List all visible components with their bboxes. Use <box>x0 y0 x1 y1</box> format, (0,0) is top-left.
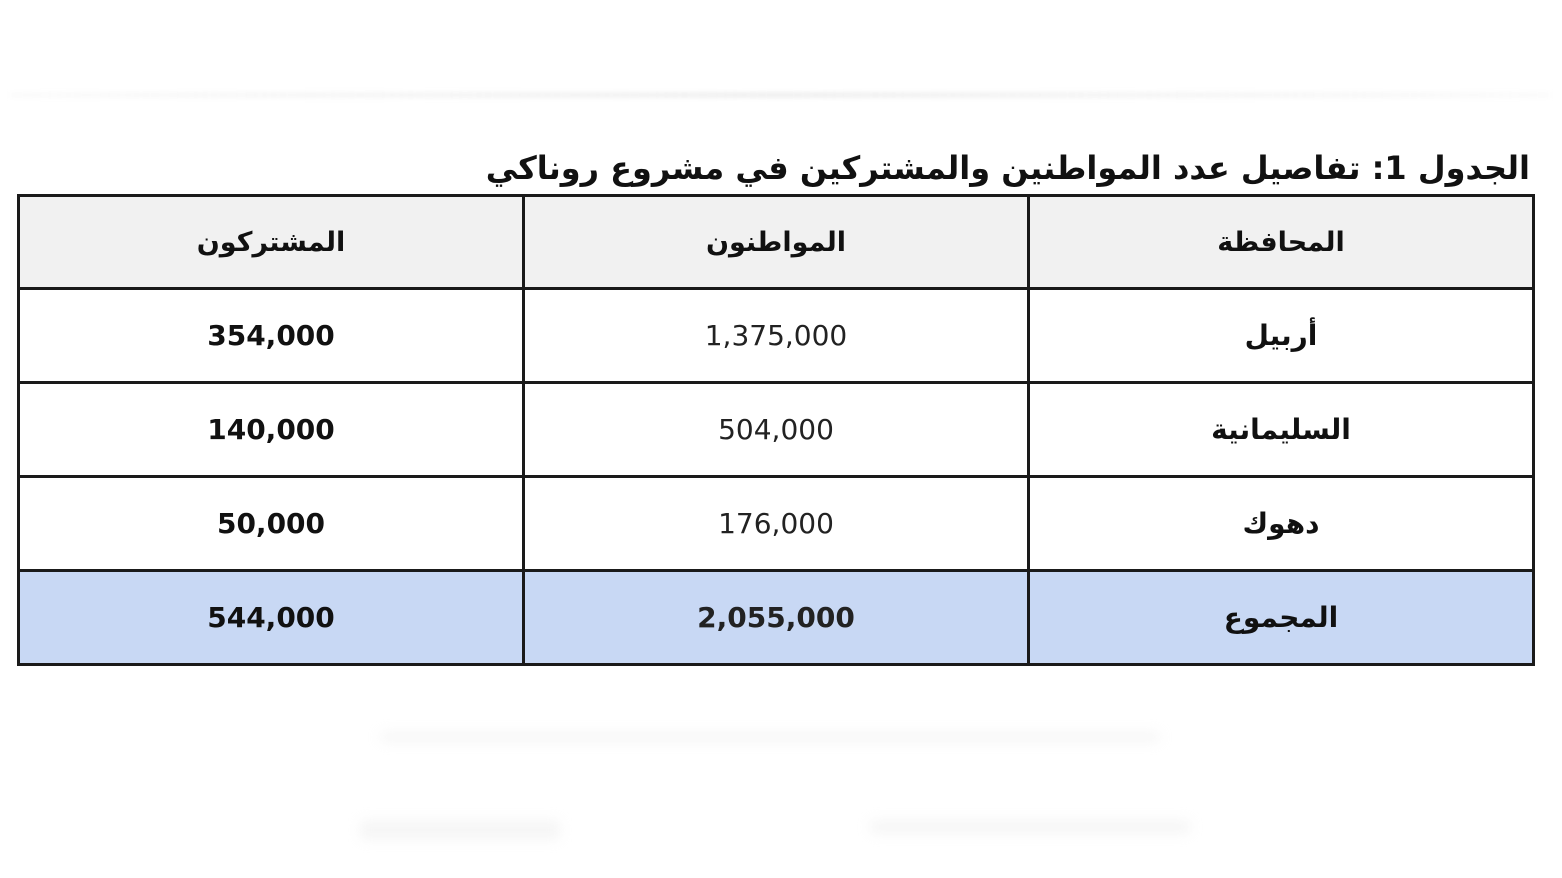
table-row <box>19 477 1534 571</box>
header-governorate: المحافظة <box>1029 196 1534 289</box>
table-header-row <box>19 196 1534 289</box>
table-total-row <box>19 571 1534 665</box>
faded-divider <box>10 92 1550 98</box>
faded-background-header <box>0 0 1562 100</box>
cell-governorate: دهوك <box>1029 477 1534 571</box>
faded-blob <box>870 820 1190 834</box>
cell-citizens: 176,000 <box>524 477 1029 571</box>
cell-subscribers: 50,000 <box>19 477 524 571</box>
citizens-subscribers-table <box>17 194 1535 666</box>
cell-subscribers: 140,000 <box>19 383 524 477</box>
table-row <box>19 289 1534 383</box>
header-citizens: المواطنون <box>524 196 1029 289</box>
cell-governorate: السليمانية <box>1029 383 1534 477</box>
table-row <box>19 383 1534 477</box>
cell-governorate: أربيل <box>1029 289 1534 383</box>
table-title: الجدول 1: تفاصيل عدد المواطنين والمشتركين في مشروع روناكي <box>485 149 1530 187</box>
header-subscribers: المشتركون <box>19 196 524 289</box>
total-label: المجموع <box>1029 571 1534 665</box>
cell-citizens: 504,000 <box>524 383 1029 477</box>
faded-blob <box>380 732 1160 742</box>
total-subscribers: 544,000 <box>19 571 524 665</box>
cell-subscribers: 354,000 <box>19 289 524 383</box>
faded-blob <box>360 820 560 840</box>
cell-citizens: 1,375,000 <box>524 289 1029 383</box>
total-citizens: 2,055,000 <box>524 571 1029 665</box>
faded-background-footer <box>0 720 1562 878</box>
